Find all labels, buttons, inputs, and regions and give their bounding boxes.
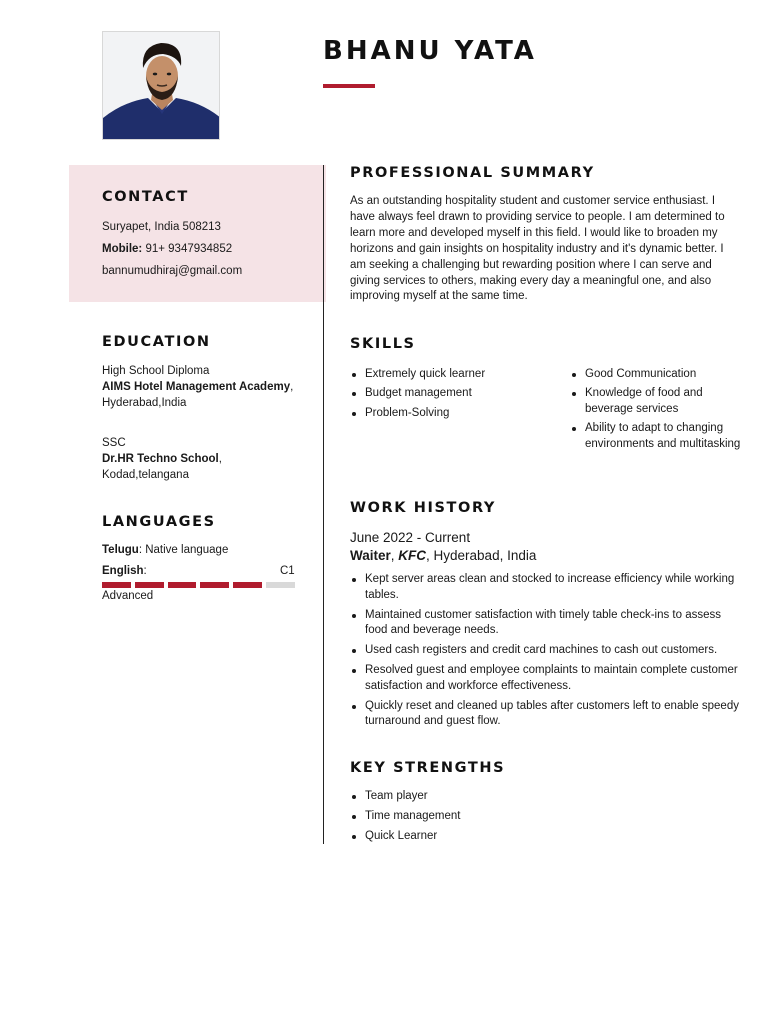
language-level-segment-empty [266,582,295,588]
language-level-text: Advanced [102,590,154,602]
skills-list-right [570,367,745,456]
job-title [350,548,536,563]
contact-email: bannumudhiraj@gmail.com [102,265,243,277]
strength-item: Time management [350,809,550,825]
language-second [102,565,147,577]
job-duty-item: Quickly reset and cleaned up tables after customers left to enable speedy turnaround and guest flow. [350,699,742,731]
language-native-desc: : Native language [138,544,229,556]
key-strengths-heading: KEY STRENGTHS [350,760,506,776]
job-dates: June 2022 - Current [350,530,471,545]
name-accent-bar [323,84,375,88]
column-divider [323,165,324,844]
job-role: Waiter [350,548,391,563]
education-location: , Hyderabad,India [102,380,294,409]
job-location: , Hyderabad, India [426,548,537,563]
education-entry [102,364,302,411]
language-level-segment-filled [168,582,197,588]
work-history-heading: WORK HISTORY [350,500,497,516]
job-duty-item: Used cash registers and credit card machines to cash out customers. [350,643,742,659]
skills-list-left [350,367,560,425]
job-duty-item: Kept server areas clean and stocked to increase efficiency while working tables. [350,572,742,604]
education-institution: Dr.HR Techno School [102,452,219,465]
contact-mobile [102,242,232,258]
contact-heading: CONTACT [102,189,189,205]
language-level-code: C1 [280,565,295,577]
skill-item: Knowledge of food and beverage services [570,386,745,418]
contact-address: Suryapet, India 508213 [102,221,221,233]
job-company: KFC [398,548,427,563]
key-strengths-list [350,789,550,849]
languages-heading: LANGUAGES [102,514,216,530]
skill-item: Problem-Solving [350,406,560,422]
candidate-name: BHANU YATA [323,36,537,66]
strength-item: Team player [350,789,550,805]
language-level-segment-filled [135,582,164,588]
language-level-segment-filled [200,582,229,588]
skill-item: Extremely quick learner [350,367,560,383]
job-duty-item: Maintained customer satisfaction with timely table check-ins to assess food and beverage needs. [350,608,742,640]
education-heading: EDUCATION [102,334,211,350]
education-institution: AIMS Hotel Management Academy [102,380,291,393]
education-entry [102,436,302,483]
education-degree: SSC [102,437,126,449]
job-duties-list [350,572,742,734]
education-school [102,452,302,484]
language-second-suffix: : [143,565,147,577]
education-location: , Kodad,telangana [102,452,222,481]
education-school [102,380,302,412]
language-level-bar [102,582,295,588]
profile-photo [102,31,220,140]
summary-heading: PROFESSIONAL SUMMARY [350,165,595,181]
job-duty-item: Resolved guest and employee complaints to maintain complete customer satisfaction and workforce effectiveness. [350,663,742,695]
job-separator: , [390,548,399,563]
language-level-segment-filled [102,582,131,588]
skill-item: Good Communication [570,367,745,383]
skill-item: Budget management [350,386,560,402]
strength-item: Quick Learner [350,829,550,845]
mobile-value: 91+ 9347934852 [145,243,233,255]
mobile-label: Mobile: [102,243,143,255]
person-portrait-icon [103,32,220,140]
summary-text: As an outstanding hospitality student and customer service enthusiast. I have always feel drawn to providing service to people. I am determined to learn more and developed myself in this field. I would like to broaden my horizons and gain insights on hospitality industry and it's dynamic better. I am seeking a challenging but rewarding position where I can serve and giving services to others, making every day a meaningful one, and also improving myself at the same time. [350,195,725,303]
language-second-name: English [102,565,144,577]
language-native-name: Telugu [102,544,139,556]
skill-item: Ability to adapt to changing environments and multitasking [570,421,745,453]
education-degree: High School Diploma [102,365,210,377]
language-native [102,544,228,556]
skills-heading: SKILLS [350,336,416,352]
language-level-segment-filled [233,582,262,588]
